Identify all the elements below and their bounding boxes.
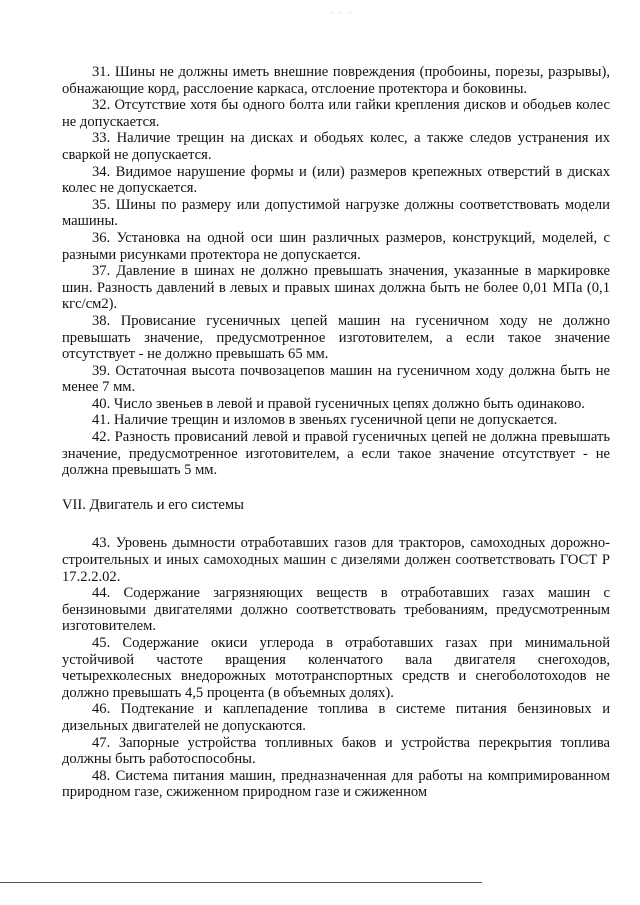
paragraph-32: 32. Отсутствие хотя бы одного болта или гайки крепления дисков и ободьев колес не допускается. bbox=[62, 97, 610, 130]
paragraph-38: 38. Провисание гусеничных цепей машин на гусеничном ходу не должно превышать значение, предусмотренное изготовителем, а если такое значение отсутствует - не должно превышать 65 мм. bbox=[62, 312, 610, 363]
paragraph-45: 45. Содержание окиси углерода в отработавших газах при минимальной устойчивой частоте вращения коленчатого вала двигателя снегоходов, четырехколесных внедорожных мототранспортных средств и снегоболотоходов не должно превышать 4,5 процента (в объемных долях). bbox=[62, 635, 610, 701]
paragraph-48: 48. Система питания машин, предназначенная для работы на компримированном природном газе, сжиженном природном газе и сжиженном bbox=[62, 767, 610, 801]
paragraph-41: 41. Наличие трещин и изломов в звеньях гусеничной цепи не допускается. bbox=[92, 412, 558, 429]
paragraph-43: 43. Уровень дымности отработавших газов для тракторов, самоходных дорожно-строительных и иных самоходных машин с дизелями должен соответствовать ГОСТ Р 17.2.2.02. bbox=[62, 535, 610, 585]
section-heading: VII. Двигатель и его системы bbox=[62, 496, 244, 513]
paragraph-35: 35. Шины по размеру или допустимой нагрузке должны соответствовать модели машины. bbox=[62, 196, 610, 230]
top-mark: · · · bbox=[330, 8, 354, 18]
paragraph-42: 42. Разность провисаний левой и правой гусеничных цепей не должна превышать значение, предусмотренное изготовителем, а если такое значение отсутствует - не должна превышать 5 мм. bbox=[62, 429, 610, 479]
paragraph-37: 37. Давление в шинах не должно превышать значения, указанные в маркировке шин. Разность давлений в левых и правых шинах должна быть не более 0,01 МПа (0,1 кгс/см2). bbox=[62, 263, 610, 313]
paragraph-33: 33. Наличие трещин на дисках и ободьях колес, а также следов устранения их сваркой не допускается. bbox=[62, 130, 610, 163]
paragraph-36: 36. Установка на одной оси шин различных размеров, конструкций, моделей, с разными рисунками протектора не допускается. bbox=[62, 229, 610, 263]
document-body bbox=[62, 64, 610, 801]
paragraph-40: 40. Число звеньев в левой и правой гусеничных цепях должно быть одинаково. bbox=[92, 395, 585, 412]
paragraph-47: 47. Запорные устройства топливных баков и устройства перекрытия топлива должны быть работоспособны. bbox=[62, 734, 610, 768]
bottom-rule bbox=[0, 882, 482, 883]
paragraph-44: 44. Содержание загрязняющих веществ в отработавших газах машин с бензиновыми двигателями должно соответствовать требованиям, предусмотренным изготовителем. bbox=[62, 585, 610, 635]
paragraph-39: 39. Остаточная высота почвозацепов машин на гусеничном ходу должна быть не менее 7 мм. bbox=[62, 362, 610, 396]
paragraph-31: 31. Шины не должны иметь внешние повреждения (пробоины, порезы, разрывы), обнажающие корд, расслоение каркаса, отслоение протектора и боковины. bbox=[62, 64, 610, 97]
paragraph-34: 34. Видимое нарушение формы и (или) размеров крепежных отверстий в дисках колес не допускается. bbox=[62, 163, 610, 197]
paragraph-46: 46. Подтекание и каплепадение топлива в системе питания бензиновых и дизельных двигателей не допускаются. bbox=[62, 701, 610, 734]
